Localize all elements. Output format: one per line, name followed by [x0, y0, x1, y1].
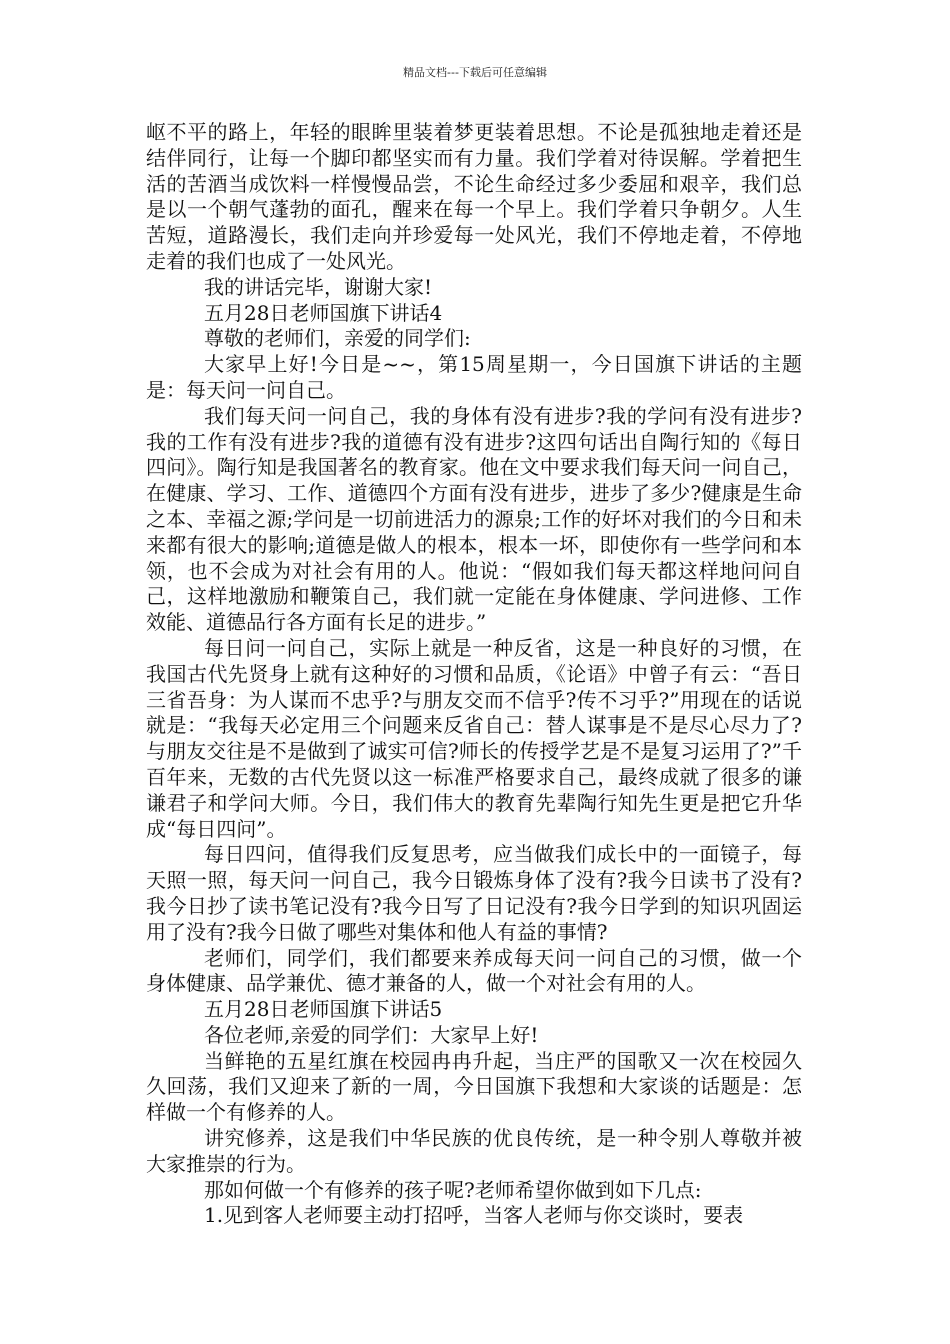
paragraph: 每日问一问自己，实际上就是一种反省，这是一种良好的习惯，在我国古代先贤身上就有这种好的习惯和品质，《论语》中曾子有云：“吾日三省吾身：为人谋而不忠乎?与朋友交而不信乎?传不习乎?”用现在的话说就是：“我每天必定用三个问题来反省自己：替人谋事是不是尽心尽力了?与朋友交往是不是做到了诚实可信?师长的传授学艺是不是复习运用了?”千百年来，无数的古代先贤以这一标准严格要求自己，最终成就了很多的谦谦君子和学问大师。今日，我们伟大的教育先辈陶行知先生更是把它升华成“每日四问”。 [146, 635, 802, 841]
paragraph: 岖不平的路上，年轻的眼眸里装着梦更装着思想。不论是孤独地走着还是结伴同行，让每一个脚印都坚实而有力量。我们学着对待误解。学着把生活的苦酒当成饮料一样慢慢品尝，不论生命经过多少委屈和艰辛，我们总是以一个朝气蓬勃的面孔，醒来在每一个早上。我们学着只争朝夕。人生苦短，道路漫长，我们走向并珍爱每一处风光，我们不停地走着，不停地走着的我们也成了一处风光。 [146, 120, 802, 273]
paragraph: 当鲜艳的五星红旗在校园冉冉升起，当庄严的国歌又一次在校园久久回荡，我们又迎来了新的一周，今日国旗下我想和大家谈的话题是：怎样做一个有修养的人。 [146, 1048, 802, 1125]
page-header: 精品文档---下载后可任意编辑 [403, 66, 547, 79]
paragraph: 我们每天问一问自己，我的身体有没有进步?我的学问有没有进步?我的工作有没有进步?我的道德有没有进步?这四句话出自陶行知的《每日四问》。陶行知是我国著名的教育家。他在文中要求我们每天问一问自己，在健康、学习、工作、道德四个方面有没有进步，进步了多少?健康是生命之本、幸福之源;学问是一切前进活力的源泉;工作的好坏对我们的今日和未来都有很大的影响;道德是做人的根本，根本一坏，即使你有一些学问和本领，也不会成为对社会有用的人。他说：“假如我们每天都这样地问问自己，这样地激励和鞭策自己，我们就一定能在身体健康、学问进修、工作效能、道德品行各方面有长足的进步。” [146, 403, 802, 635]
paragraph: 尊敬的老师们，亲爱的同学们: [204, 326, 471, 351]
paragraph: 那如何做一个有修养的孩子呢?老师希望你做到如下几点: [204, 1177, 702, 1202]
section-heading: 五月28日老师国旗下讲话5 [204, 997, 443, 1022]
paragraph: 老师们，同学们，我们都要来养成每天问一问自己的习惯，做一个身体健康、品学兼优、德才兼备的人，做一个对社会有用的人。 [146, 945, 802, 996]
paragraph: 大家早上好!今日是~~，第15周星期一，今日国旗下讲话的主题是：每天问一问自己。 [146, 352, 802, 402]
paragraph: 各位老师,亲爱的同学们：大家早上好! [204, 1022, 539, 1047]
paragraph: 讲究修养，这是我们中华民族的优良传统，是一种令别人尊敬并被大家推崇的行为。 [146, 1126, 802, 1176]
paragraph: 每日四问，值得我们反复思考，应当做我们成长中的一面镜子，每天照一照，每天问一问自己，我今日锻炼身体了没有?我今日读书了没有?我今日抄了读书笔记没有?我今日写了日记没有?我今日学到的知识巩固运用了没有?我今日做了哪些对集体和他人有益的事情? [146, 842, 802, 944]
section-heading: 五月28日老师国旗下讲话4 [204, 300, 443, 325]
paragraph: 我的讲话完毕，谢谢大家! [204, 274, 433, 299]
paragraph: 1.见到客人老师要主动打招呼，当客人老师与你交谈时，要表 [204, 1203, 744, 1228]
document-body [146, 120, 802, 1229]
